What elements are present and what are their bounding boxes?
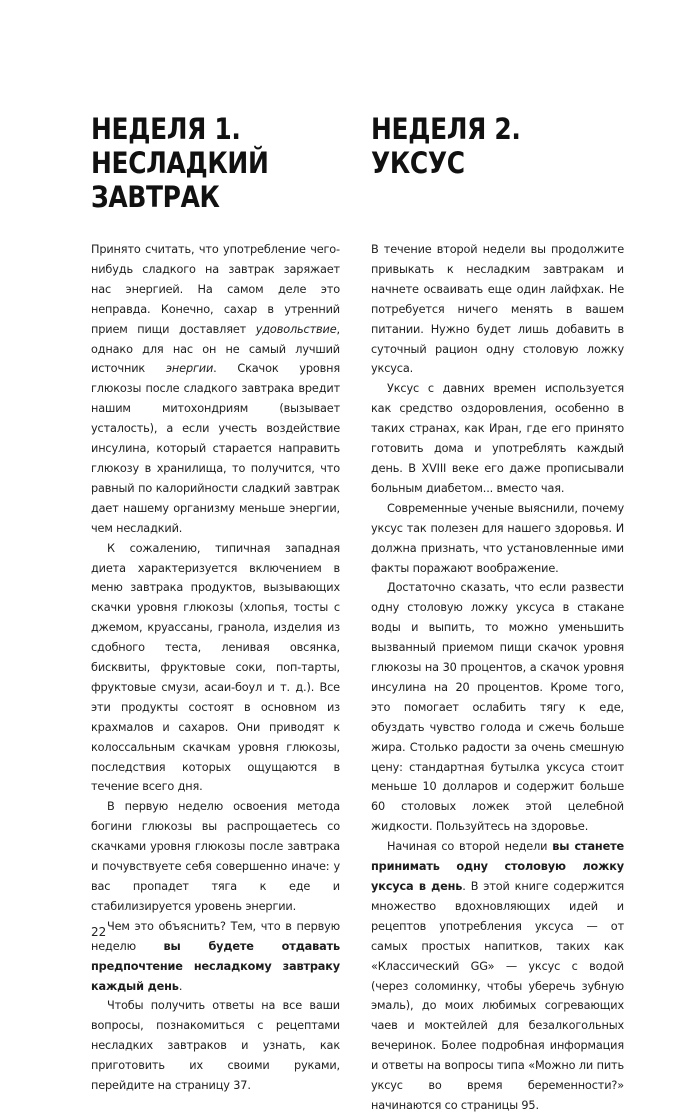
bold-text: вы будете отдавать предпочтение несладкому завтраку каждый день bbox=[91, 939, 340, 993]
week-1-heading bbox=[91, 112, 305, 214]
right-column bbox=[371, 112, 625, 1112]
text-run: Начиная со второй недели bbox=[387, 840, 553, 854]
text-run: Чем это объяснить? Тем, что в первую неделю bbox=[91, 919, 340, 953]
paragraph: Современные ученые выяснили, почему уксус так полезен для нашего здоровья. И должна признать, что установленные ими факты поражают воображение. bbox=[371, 501, 624, 575]
heading-line: НЕДЕЛЯ 1. bbox=[91, 112, 241, 146]
week-1-body bbox=[91, 240, 340, 1096]
page-number: 22 bbox=[91, 925, 107, 939]
heading-line: НЕДЕЛЯ 2. bbox=[371, 112, 521, 146]
heading-line: ЗАВТРАК bbox=[91, 180, 220, 214]
italic-text: энергии bbox=[165, 362, 214, 376]
paragraph: В течение второй недели вы продолжите привыкать к несладким завтракам и начнете осваивать еще один лайфхак. Не потребуется ничего менять в вашем питании. Нужно будет лишь добавить в суточный рацион одну столовую ложку уксуса. bbox=[371, 243, 624, 376]
heading-line: УКСУС bbox=[371, 146, 465, 180]
paragraph: В первую неделю освоения метода богини глюкозы вы распрощаетесь со скачками уровня глюкозы после завтрака и почувствуете себя совершенно иначе: у вас пропадет тяга к еде и стабилизируется уровень энергии. bbox=[91, 800, 340, 913]
text-run: Принято считать, что употребление чего-нибудь сладкого на завтрак заряжает нас энергией. На самом деле это неправда. Конечно, сахар в утренний прием пищи доставляет bbox=[91, 243, 340, 336]
text-run: , однако для нас он не самый лучший источник bbox=[91, 322, 340, 376]
italic-text: удовольствие bbox=[255, 322, 337, 336]
heading-line: НЕСЛАДКИЙ bbox=[91, 146, 269, 180]
text-run: . Скачок уровня глюкозы после сладкого завтрака вредит нашим митохондриям (вызывает усталость), а если учесть воздействие инсулина, который старается направить глюкозу в хранилища, то получится, что равный по калорийности сладкий завтрак дает нашему организму меньше энергии, чем несладкий. bbox=[91, 362, 340, 535]
text-run: . В этой книге содержится множество вдохновляющих идей и рецептов употребления уксуса — от самых простых напитков, таких как «Классический GG» — уксус с водой (через соломинку, чтобы уберечь зубную эмаль), до моих любимых согревающих чаев и моктейлей для безалкогольных вечеринок. Более подробная информация и ответы на вопросы типа «Можно ли пить уксус во время беременности?» начинаются со страницы 95. bbox=[371, 880, 624, 1112]
paragraph: Достаточно сказать, что если развести одну столовую ложку уксуса в стакане воды и выпить, то можно уменьшить вызванный приемом пищи скачок уровня глюкозы на 30 процентов, а скачок уровня инсулина на 20 процентов. Кроме того, это помогает ослабить тягу к еде, обуздать чувство голода и сжечь больше жира. Столько радости за очень смешную цену: стандартная бутылка уксуса стоит меньше 10 долларов и содержит больше 60 столовых ложек этой целебной жидкости. Пользуйтесь на здоровье. bbox=[371, 581, 624, 834]
bold-text: вы станете принимать одну столовую ложку уксуса в день bbox=[371, 840, 625, 893]
paragraph: К сожалению, типичная западная диета характеризуется включением в меню завтрака продуктов, вызывающих скачки уровня глюкозы (хлопья, тосты с джемом, круассаны, гранола, изделия из сдобного теста, ленивая овсянка, бисквиты, фруктовые соки, поп-тарты, фруктовые смузи, асаи-боул и т. д.). Все эти продукты состоят в основном из крахмалов и сахаров. Они приводят к колоссальным скачкам уровня глюкозы, последствия которых ощущаются в течение всего дня. bbox=[91, 541, 340, 794]
paragraph: Чтобы получить ответы на все ваши вопросы, познакомиться с рецептами несладких завтраков и узнать, как приготовить их своими руками, перейдите на страницу 37. bbox=[91, 999, 340, 1093]
week-2-body bbox=[371, 240, 624, 1116]
week-2-heading bbox=[371, 112, 589, 180]
paragraph bbox=[91, 917, 340, 997]
paragraph: Уксус с давних времен используется как средство оздоровления, особенно в таких странах, как Иран, где его принято готовить дома и употреблять каждый день. В XVIII веке его даже прописывали больным диабетом... вместо чая. bbox=[371, 382, 624, 495]
paragraph bbox=[371, 837, 624, 1116]
text-run: . bbox=[178, 979, 183, 993]
paragraph bbox=[91, 240, 340, 539]
